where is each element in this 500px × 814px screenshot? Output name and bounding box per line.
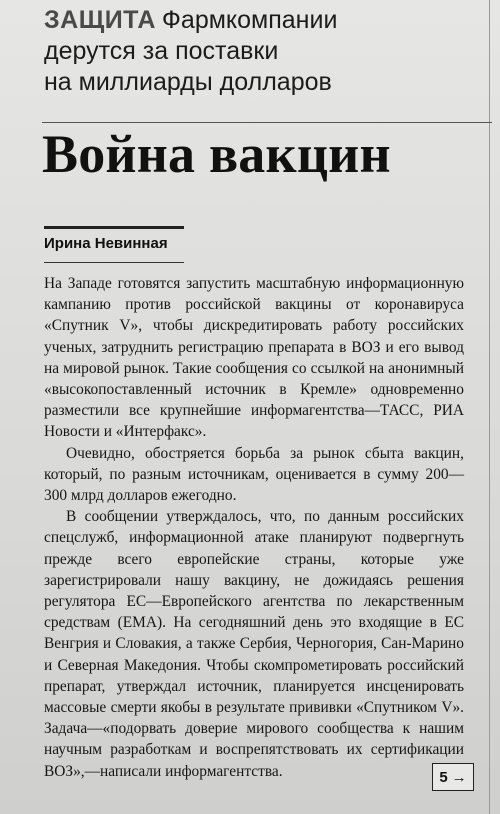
author-rule-bottom	[44, 262, 184, 263]
author-rule-top	[44, 226, 184, 229]
subtitle-line-3: на миллиарды долларов	[44, 68, 332, 96]
article-paragraph: На Западе готовятся запустить масштабную информационную кампанию против российской вакцины от коронавируса «Спутник V», чтобы дискредитировать работу российских ученых, затруднить регистрацию препарата в ВОЗ и его вывод на мировой рынок. Такие сообщения со ссылкой на анонимный «высокопоставленный источник в Кремле» одновременно разместили все крупнейшие информагентства—ТАСС, РИА Новости и «Интерфакс».	[44, 275, 464, 441]
article-paragraph: В сообщении утверждалось, что, по данным российских спецслужб, информационной атаке планируют подвергнуть прежде всего европейские страны, которые уже зарегистрировали нашу вакцину, не дожидаясь решения регулятора ЕС—Европейского агентства по лекарственным средствам (ЕМА). На сегодняшний день это входящие в ЕС Венгрия и Словакия, а также Сербия, Черногория, Сан-Марино и Северная Македония. Чтобы скомпрометировать российский препарат, утверждал источник, планируется инсценировать массовые смерти якобы в результате прививки «Спутником V». Задача—«подорвать доверие мирового сообщества к нашим научным разработкам и воспрепятствовать их сертификации ВОЗ»,—написали информагентства.	[44, 508, 464, 780]
arrow-right-icon: →	[451, 768, 467, 786]
headline: Война вакцин	[42, 124, 391, 184]
section-kicker: ЗАЩИТА	[44, 6, 156, 34]
article-paragraph: Очевидно, обостряется борьба за рынок сбыта вакцин, который, по разным источникам, оценивается в сумму 200—300 млрд долларов ежегодно.	[44, 444, 464, 505]
article-body	[44, 273, 464, 782]
subtitle-line-2: дерутся за поставки	[44, 37, 279, 65]
header-line-1	[44, 6, 490, 35]
author-byline: Ирина Невинная	[44, 235, 168, 252]
continued-page-reference[interactable]	[432, 763, 474, 791]
subtitle-line-1: Фармкомпании	[161, 6, 338, 34]
page-number: 5	[439, 768, 448, 786]
